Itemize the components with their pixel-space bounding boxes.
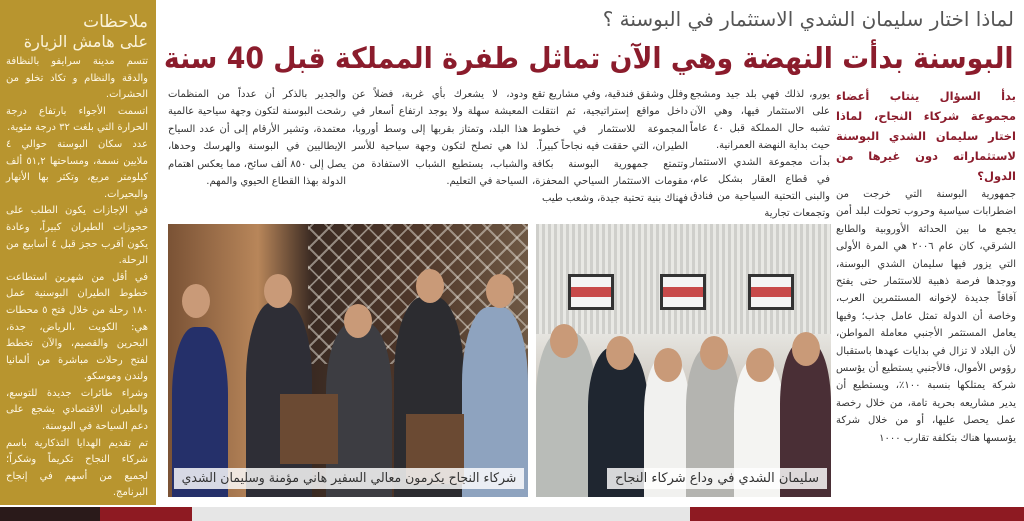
person-head [344,304,372,338]
sidebar-note: تتسم مدينة سرايفو بالنظافة والدقة والنظام و تكاد تخلو من الحشرات. [6,56,148,101]
gift-bag [280,394,338,464]
photo-farewell [536,224,831,497]
sidebar-note: تم تقديم الهدايا التذكارية باسم شركاء النجاح تكريماً وشكراً؛ لجميع من أسهم في إنجاح البرنامج. [6,437,148,499]
footer-bar-gray [192,507,690,521]
person-head [486,274,514,308]
sidebar-note: في أقل من شهرين استطاعت خطوط الطيران البوسنية عمل ١٨٠ رحلة من خلال فتح ٥ محطات هي: الكويت ،الرياض، جدة، البحرين والقصيم، والآن تخطط لفتح رحلات مباشرة من ألمانيا ولندن وموسكو. [6,271,148,383]
article-column-2 [690,86,830,222]
article-lead: بدأ السؤال ينتاب أعضاء مجموعة شركاء النجاح، لماذا اختار سليمان الشدي البوسنة لاستثماراته دون غيرها من الدول؟ [836,89,1016,183]
paragraph: وفلل وشقق فندقية، وفي مشاريع تقع داخل مواقع إستراتيجية، ثم انتقلت المجموعة للاستثمار في خطوط الطيران، التي حققت فيه نجاحاً كبيراً. [532,89,688,153]
photo-caption: سليمان الشدي في وداع شركاء النجاح [607,468,827,489]
person-head [700,336,728,370]
person-head [606,336,634,370]
photo-caption: شركاء النجاح يكرمون معالي السفير هاني مؤمنة وسليمان الشدي [174,468,524,489]
paragraph: بدأت مجموعة الشدي الاستثمار في قطاع العقار بشكل عام، والبنى التحتية السياحية من فنادق وتجمعات تجارية [690,157,830,219]
paragraph: وتتمتع جمهورية البوسنة بكافة مقومات الاستثمار السياحي المحفزة، فهناك بنية تحتية جيدة، وشعب طيب [532,158,688,205]
person-head [746,348,774,382]
person-head [416,269,444,303]
notes-sidebar [0,0,156,505]
person-head [654,348,682,382]
person-head [264,274,292,308]
departure-screen [748,274,794,310]
headline: البوسنة بدأت النهضة وهي الآن تماثل طفرة المملكة قبل 40 سنة [164,41,1014,75]
footer-bar-dark [0,507,100,521]
departure-screen [568,274,614,310]
article-column-5 [168,86,346,190]
kicker: لماذا اختار سليمان الشدي الاستثمار في البوسنة ؟ [602,7,1014,31]
sidebar-title: ملاحظات [83,12,148,32]
paragraph: والجدير بالذكر أن عدداً من المنظمات رشحت البوسنة لتكون وجهة سياحية عالمية معتمدة، وتشير الأرقام إلى أن عدد السياح الإيطاليين في البوسنة والهرسك وحدها، يصل إلى ٨٥٠ ألف سائح، مما يعكس اهتمام الدولة بهذا القطاع الحيوي والمهم. [168,89,346,188]
sidebar-note: وشراء طائرات جديدة للتوسع، والطيران الاقتصادي يشجع على دعم السياحة في البوسنة. [6,387,148,433]
sidebar-subtitle: على هامش الزيارة [23,32,148,51]
photo-ceremony [168,224,528,497]
sidebar-note: عدد سكان البوسنة حوالي ٤ ملايين نسمة، ومساحتها ٥١,٢ ألف كيلومتر مربع، وتكثر بها الأنهار والبحيرات. [6,138,148,200]
footer-bar-red [100,507,192,521]
article-column-1 [836,86,1016,447]
footer-bar-red [690,507,1024,521]
article-column-4 [352,86,528,190]
person-head [182,284,210,318]
person-head [792,332,820,366]
sidebar-note: اتسمت الأجواء بارتفاع درجة الحرارة التي بلغت ٣٢ درجة مئوية. [6,105,148,134]
departure-screen [660,274,706,310]
paragraph: ودود، لا يشعرك بأي غربة، فضلاً عن المعيشة سهلة ولا يوجد ارتفاع أسعار في هذا البلد، وتمتاز بقربها إلى وسط أوروبا، لذا هي تصلح لتكون وجهة سياحية للأسر والشباب، يستطيع الشباب الاستفادة من السياحة في التعليم. [352,89,528,188]
person-head [550,324,578,358]
paragraph: يورو، لذلك فهي بلد جيد ومشجع على الاستثمار فيها، وهي الآن تشبه حال المملكة قبل ٤٠ عاماً حيث بداية النهضة العمرانية. [690,89,830,151]
article-column-3 [532,86,688,208]
paragraph: جمهورية البوسنة التي خرجت من اضطرابات سياسية وحروب تحولت لبلد أمن يجمع ما بين الحداثة الأوروبية والطابع الشرقي، كان عام ٢٠٠٦ هي المرة الأولى التي يزور فيها سليمان الشدي البوسنة، ووجدها فرصة ذهبية للاستثمار حتى يفتح آفاقاً جديدة لإخوانه المستثمرين العرب، وخاصة أن الدولة تمثل عامل جذب؛ وفيها يعامل المستثمر الأجنبي معاملة المواطن، لأن البلاد لا تزال في بدايات عهدها باستقبال رؤوس الأموال، فالأجنبي يستطيع أن يؤسس شركة يمتلكها بنسبة ١٠٠٪، ويستطيع أن يدير مشاريعه بحرية تامة، من خلال رخصة عمل يحصل عليها، أو من خلال شركة يؤسسها هناك بتكلفة تقارب ١٠٠٠ [836,189,1016,444]
sidebar-note: في الإجازات يكون الطلب على حجوزات الطيران كبيراً، وعادة يكون أقرب حجز قبل ٤ أسابيع من الرحلة. [6,205,149,267]
